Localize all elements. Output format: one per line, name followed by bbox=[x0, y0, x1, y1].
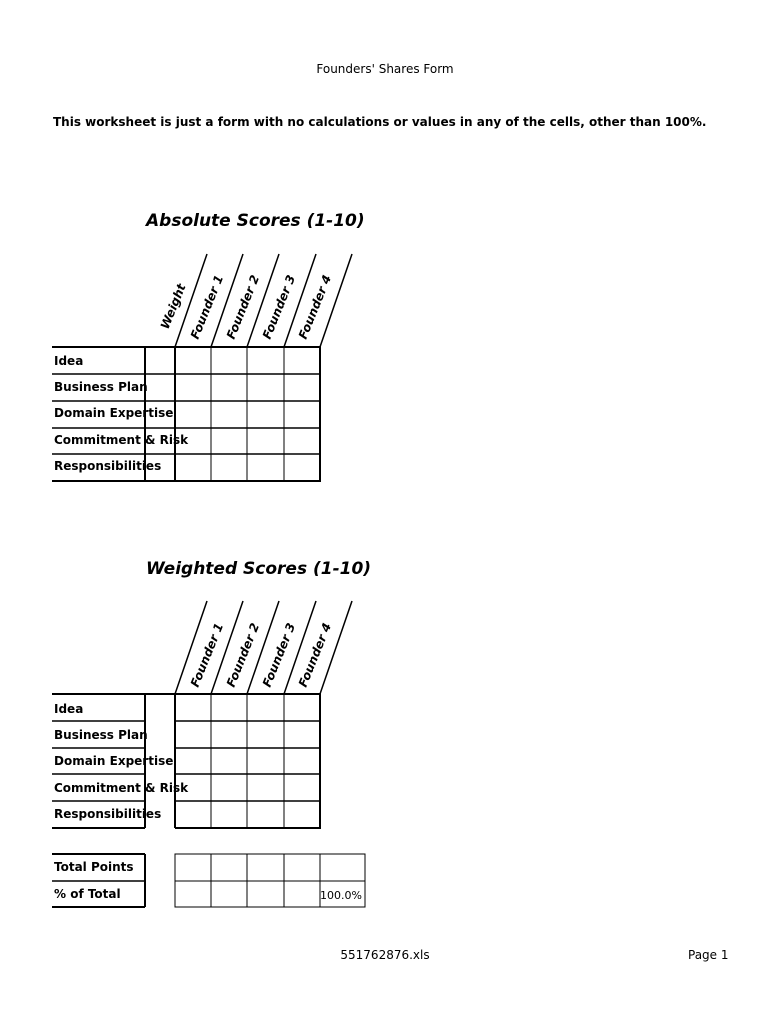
page-header-title: Founders' Shares Form bbox=[316, 62, 454, 76]
weighted-col-founder-1: Founder 1 bbox=[187, 621, 227, 690]
absolute-row-responsibilities: Responsibilities bbox=[54, 459, 162, 473]
weighted-row-idea: Idea bbox=[54, 702, 84, 716]
weighted-row-business-plan: Business Plan bbox=[54, 728, 148, 742]
absolute-col-founder-4: Founder 4 bbox=[295, 273, 335, 342]
weighted-row-commitment-risk: Commitment & Risk bbox=[54, 781, 189, 795]
absolute-row-commitment-risk: Commitment & Risk bbox=[54, 433, 189, 447]
weighted-row-domain-expertise: Domain Expertise bbox=[54, 754, 174, 768]
percent-of-total-value: 100.0% bbox=[320, 889, 362, 902]
absolute-row-idea: Idea bbox=[54, 354, 84, 368]
absolute-col-founder-1: Founder 1 bbox=[187, 273, 227, 342]
absolute-col-founder-2: Founder 2 bbox=[223, 273, 263, 342]
absolute-scores-title: Absolute Scores (1-10) bbox=[146, 211, 365, 231]
weighted-col-founder-4: Founder 4 bbox=[295, 621, 335, 690]
footer-page-number: Page 1 bbox=[688, 948, 729, 962]
footer-filename: 551762876.xls bbox=[340, 948, 430, 962]
worksheet-note: This worksheet is just a form with no calculations or values in any of the cells, other than 100%. bbox=[53, 115, 707, 129]
weighted-col-founder-3: Founder 3 bbox=[259, 621, 299, 690]
weighted-col-founder-2: Founder 2 bbox=[223, 621, 263, 690]
totals-row-total-points: Total Points bbox=[54, 860, 134, 874]
totals-row-percent-of-total: % of Total bbox=[54, 887, 121, 901]
absolute-row-domain-expertise: Domain Expertise bbox=[54, 406, 174, 420]
absolute-row-business-plan: Business Plan bbox=[54, 380, 148, 394]
absolute-col-founder-3: Founder 3 bbox=[259, 273, 299, 342]
weighted-scores-title: Weighted Scores (1-10) bbox=[146, 559, 372, 579]
weighted-row-responsibilities: Responsibilities bbox=[54, 807, 162, 821]
absolute-col-weight: Weight bbox=[157, 281, 189, 332]
